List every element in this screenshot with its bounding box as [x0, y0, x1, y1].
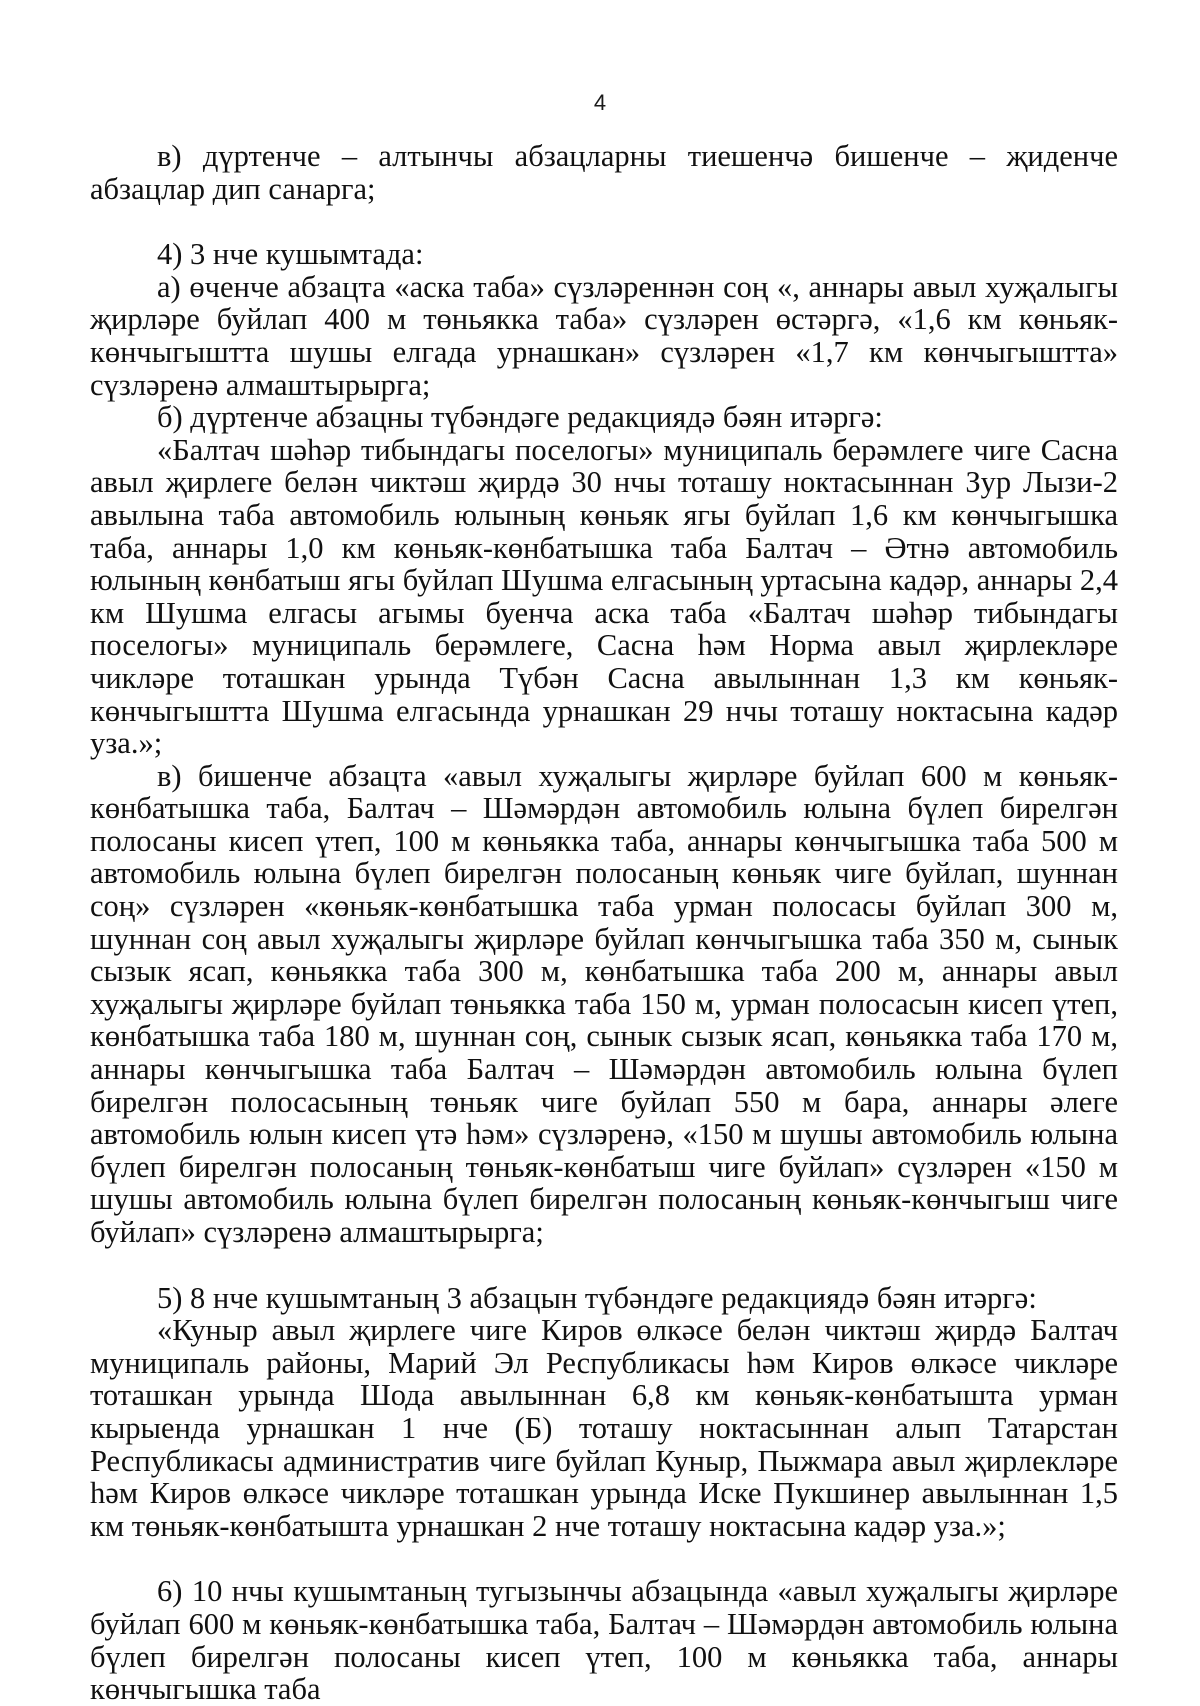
paragraph-4b-quote: «Балтач шәһәр тибындагы поселогы» муниципаль берәмлеге чиге Сасна авыл җирлеге белән чиктәш җирдә 30 нчы тоташу ноктасыннан Зур Лызи-2 авылына таба автомобиль юлының көньяк ягы буйлап 1,6 км көнчыгышка таба, аннары 1,0 км көньяк-көнбатышка таба Балтач – Әтнә автомобиль юлының көнбатыш ягы буйлап Шушма елгасының уртасына кадәр, аннары 2,4 км Шушма елгасы агымы буенча аска таба «Балтач шәһәр тибындагы поселогы» муниципаль берәмлеге, Сасна һәм Норма авыл җирлекләре чикләре тоташкан урында Түбән Сасна авылыннан 1,3 км көньяк-көнчыгыштта Шушма елгасында урнашкан 29 нчы тоташу ноктасына кадәр уза.»;	[90, 432, 1118, 761]
paragraph-item-5-quote: «Куныр авыл җирлеге чиге Киров өлкәсе белән чиктәш җирдә Балтач муниципаль районы, Марий Эл Республикасы һәм Киров өлкәсе чикләре тоташкан урында Шода авылыннан 6,8 км көньяк-көнбатышта урман кырыенда урнашкан 1 нче (Б) тоташу ноктасыннан алып Татарстан Республикасы административ чиге буйлап Куныр, Пыжмара авыл җирлекләре һәм Киров өлкәсе чикләре тоташкан урында Иске Пукшинер авылыннан 1,5 км төньяк-көнбатышта урнашкан 2 нче тоташу ноктасына кадәр уза.»;	[90, 1313, 1118, 1543]
paragraph-4b: б) дүртенче абзацны түбәндәге редакциядә бәян итәргә:	[157, 400, 883, 435]
document-body	[90, 140, 1118, 1706]
page-number: 4	[593, 90, 607, 115]
paragraph-4v: в) бишенче абзацта «авыл хуҗалыгы җирләре буйлап 600 м көньяк-көнбатышка таба, Балтач – Шәмәрдән автомобиль юлына бүлеп бирелгән полосаны кисеп үтеп, 100 м көньякка таба, аннары көнчыгышка таба 500 м автомобиль юлына бүлеп бирелгән полосаның көньяк чиге буйлап, шуннан соң» сүзләрен «көньяк-көнбатышка таба урман полосасы буйлап 300 м, шуннан соң авыл хуҗалыгы җирләре буйлап көнчыгышка таба 350 м, сынык сызык ясап, көньякка таба 300 м, көнбатышка таба 200 м, аннары авыл хуҗалыгы җирләре буйлап төньякка таба 150 м, урман полосасын кисеп үтеп, көнбатышка таба 180 м, шуннан соң, сынык сызык ясап, көньякка таба 170 м, аннары көнчыгышка таба Балтач – Шәмәрдән автомобиль юлына бүлеп бирелгән полосасының төньяк чиге буйлап 550 м бара, аннары әлеге автомобиль юлын кисеп үтә һәм» сүзләренә, «150 м шушы автомобиль юлына бүлеп бирелгән полосаның төньяк-көнбатыш чиге буйлап» сүзләрен «150 м шушы автомобиль юлына бүлеп бирелгән полосаның көньяк-көнчыгыш чиге буйлап» сүзләренә алмаштырырга;	[90, 758, 1118, 1249]
paragraph-v-renumber: в) дүртенче – алтынчы абзацларны тиешенчә бишенче – җиденче абзацлар дип санарга;	[90, 139, 1118, 206]
paragraph-item-4-heading: 4) 3 нче кушымтада:	[157, 237, 424, 272]
paragraph-item-5: 5) 8 нче кушымтаның 3 абзацын түбәндәге редакциядә бәян итәргә:	[157, 1280, 1037, 1315]
paragraph-item-6: 6) 10 нчы кушымтаның тугызынчы абзацында «авыл хуҗалыгы җирләре буйлап 600 м көньяк-көнбатышка таба, Балтач – Шәмәрдән автомобиль юлына бүлеп бирелгән полосаны кисеп үтеп, 100 м көньякка таба, аннары көнчыгышка таба	[90, 1574, 1118, 1706]
paragraph-4a: а) өченче абзацта «аска таба» сүзләреннән соң «, аннары авыл хуҗалыгы җирләре буйлап 400 м төньякка таба» сүзләрен өстәргә, «1,6 км көньяк-көнчыгыштта шушы елгада урнашкан» сүзләрен «1,7 км көнчыгыштта» сүзләренә алмаштырырга;	[90, 269, 1118, 402]
